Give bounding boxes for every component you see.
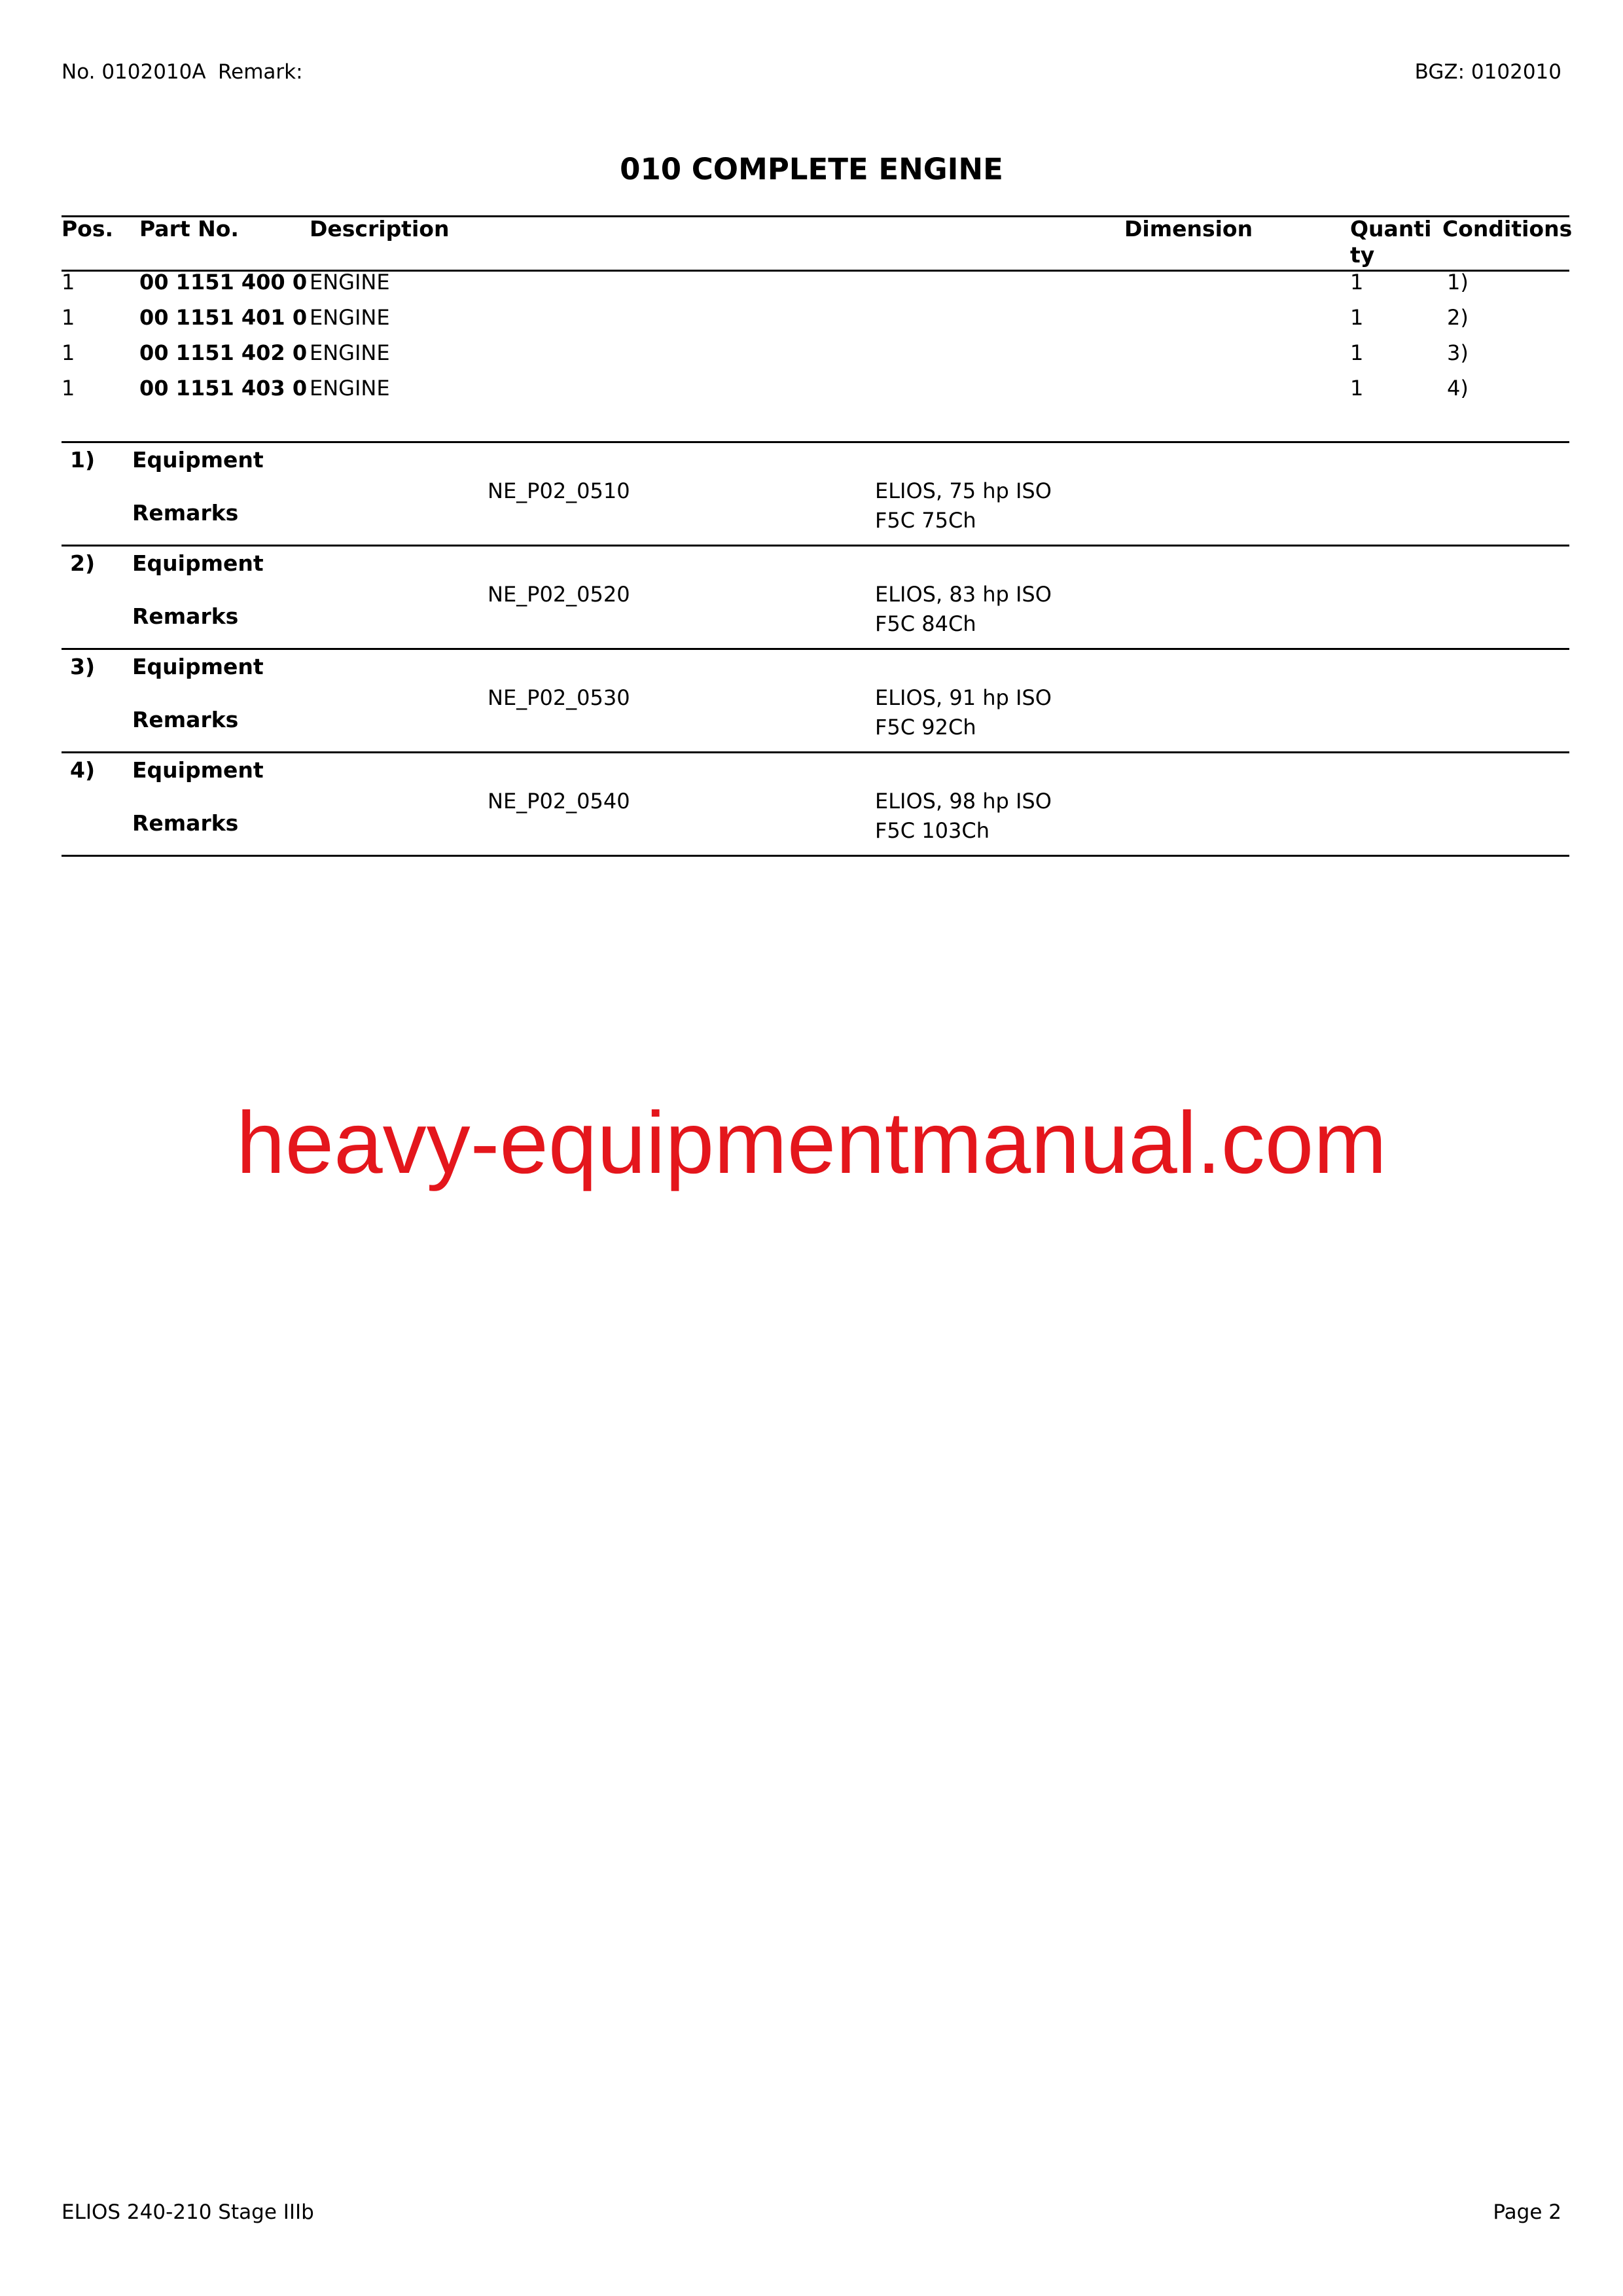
row-quantity: 1 <box>1350 305 1364 330</box>
equipment-code: NE_P02_0540 <box>488 789 630 814</box>
row-condition: 3) <box>1447 340 1469 365</box>
equipment-remark: F5C 75Ch <box>875 508 976 533</box>
remarks-label: Remarks <box>132 500 239 526</box>
row-pos: 1 <box>62 270 75 295</box>
column-header-pos: Pos. <box>62 216 114 242</box>
column-header-dimension: Dimension <box>1124 216 1253 242</box>
conditions-rule <box>62 648 1569 650</box>
equipment-label: Equipment <box>132 447 264 473</box>
equipment-remark: F5C 84Ch <box>875 611 976 636</box>
row-quantity: 1 <box>1350 340 1364 365</box>
row-description: ENGINE <box>310 305 390 330</box>
row-condition: 1) <box>1447 270 1469 295</box>
condition-number: 2) <box>70 550 96 576</box>
column-header-description: Description <box>310 216 450 242</box>
remarks-label: Remarks <box>132 603 239 629</box>
row-quantity: 1 <box>1350 376 1364 401</box>
row-part-no: 00 1151 403 0 <box>139 376 308 401</box>
column-header-quantity-line2: ty <box>1350 242 1375 268</box>
conditions-rule <box>62 441 1569 443</box>
equipment-description: ELIOS, 75 hp ISO <box>875 478 1052 503</box>
equipment-code: NE_P02_0510 <box>488 478 630 503</box>
row-pos: 1 <box>62 376 75 401</box>
row-part-no: 00 1151 400 0 <box>139 270 308 295</box>
row-description: ENGINE <box>310 270 390 295</box>
condition-number: 4) <box>70 757 96 783</box>
document-number: No. 0102010A <box>62 60 206 84</box>
condition-number: 3) <box>70 654 96 679</box>
row-pos: 1 <box>62 340 75 365</box>
conditions-rule <box>62 545 1569 547</box>
equipment-label: Equipment <box>132 757 264 783</box>
remarks-label: Remarks <box>132 707 239 732</box>
remarks-label: Remarks <box>132 810 239 836</box>
watermark-text: heavy-equipmentmanual.com <box>236 1094 1387 1192</box>
row-part-no: 00 1151 402 0 <box>139 340 308 365</box>
equipment-label: Equipment <box>132 654 264 679</box>
equipment-description: ELIOS, 83 hp ISO <box>875 582 1052 607</box>
row-description: ENGINE <box>310 376 390 401</box>
table-top-rule <box>62 215 1569 217</box>
column-header-quantity-line1: Quanti <box>1350 216 1432 242</box>
row-condition: 2) <box>1447 305 1469 330</box>
equipment-code: NE_P02_0520 <box>488 582 630 607</box>
row-pos: 1 <box>62 305 75 330</box>
equipment-remark: F5C 92Ch <box>875 715 976 740</box>
row-quantity: 1 <box>1350 270 1364 295</box>
row-description: ENGINE <box>310 340 390 365</box>
remark-label: Remark: <box>218 60 303 84</box>
column-header-conditions: Conditions <box>1442 216 1573 242</box>
equipment-remark: F5C 103Ch <box>875 818 990 843</box>
column-header-quantity <box>1350 216 1431 268</box>
equipment-label: Equipment <box>132 550 264 576</box>
page-title: 010 COMPLETE ENGINE <box>620 152 1003 187</box>
equipment-code: NE_P02_0530 <box>488 685 630 710</box>
row-part-no: 00 1151 401 0 <box>139 305 308 330</box>
equipment-description: ELIOS, 98 hp ISO <box>875 789 1052 814</box>
condition-number: 1) <box>70 447 96 473</box>
row-condition: 4) <box>1447 376 1469 401</box>
conditions-rule <box>62 751 1569 753</box>
bgz-code: BGZ: 0102010 <box>1414 60 1561 84</box>
footer-page-number: Page 2 <box>1493 2200 1561 2224</box>
footer-model: ELIOS 240-210 Stage IIIb <box>62 2200 314 2224</box>
equipment-description: ELIOS, 91 hp ISO <box>875 685 1052 710</box>
column-header-part-no: Part No. <box>139 216 239 242</box>
conditions-rule <box>62 855 1569 857</box>
